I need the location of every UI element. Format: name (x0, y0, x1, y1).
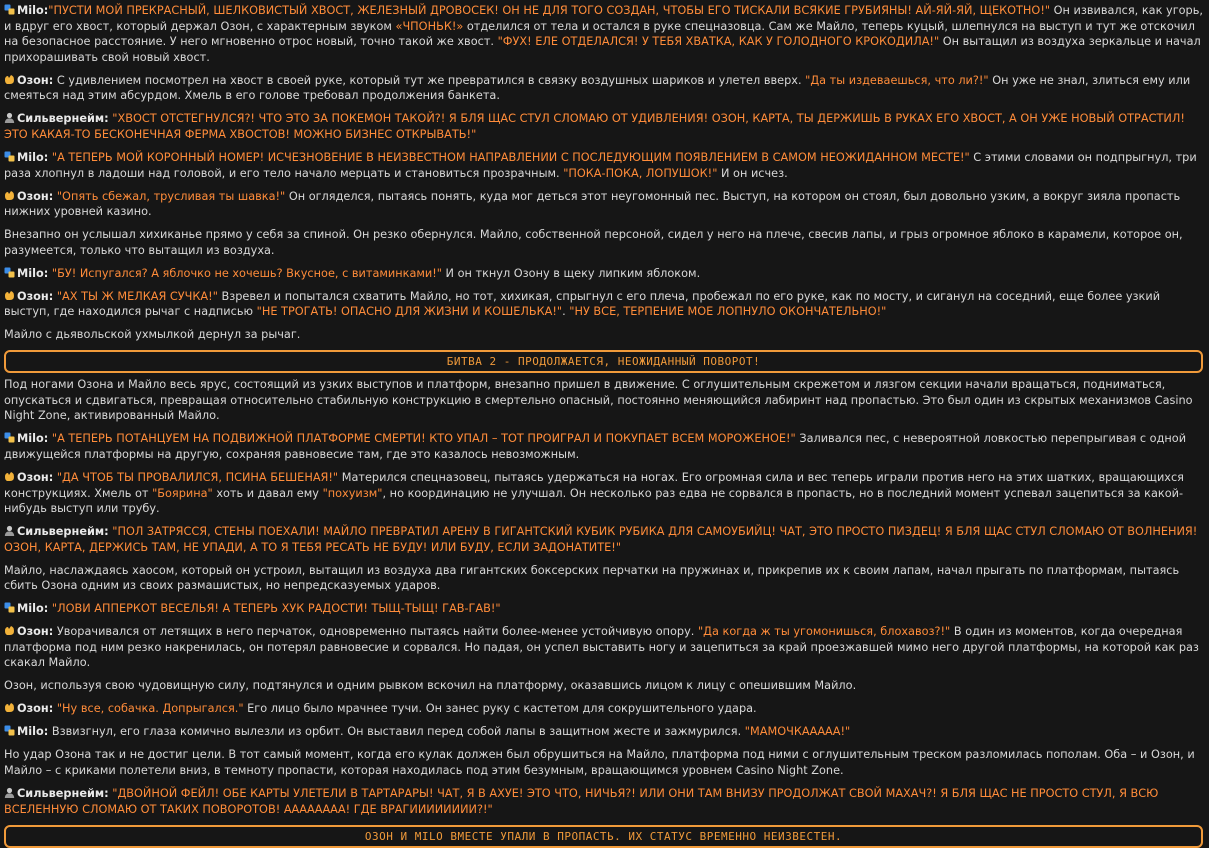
speaker-colon: : (43, 725, 49, 739)
chat-message (4, 601, 1205, 617)
speaker-colon: : (43, 266, 49, 280)
message-text: . (562, 305, 570, 319)
speaker-name: Озон (17, 470, 49, 484)
speaker-name: Озон (17, 625, 49, 639)
ozon-icon (4, 290, 15, 301)
message-text: хоть и давал ему (212, 486, 323, 500)
speaker-colon: : (48, 470, 54, 484)
speaker-colon: : (48, 625, 54, 639)
message-text: Матерился спецназовец, пытаясь удержаться на ногах. Его огромная сила и вес теперь играли против него на этих шатких, вращающихся конструкциях. Хмель от (4, 470, 1184, 500)
message-text: Его лицо было мрачнее тучи. Он занес руку с кастетом для сокрушительного удара. (243, 702, 757, 716)
silvername-icon (4, 787, 15, 798)
quoted-speech: "А ТЕПЕРЬ МОЙ КОРОННЫЙ НОМЕР! ИСЧЕЗНОВЕНИЕ В НЕИЗВЕСТНОМ НАПРАВЛЕНИИ С ПОСЛЕДУЮЩИМ ПОЯВЛЕНИЕМ В САМОМ НЕОЖИДАННОМ МЕСТЕ!" (48, 150, 970, 164)
chat-message (4, 266, 1205, 282)
message-text: Майло с дьявольской ухмылкой дернул за рычаг. (4, 328, 301, 342)
message-text: отделился от тела и остался в руке спецназовца. Сам же Майло, теперь куцый, шлепнулся на выступ и тут же отскочил на безопасное расстояние. У него мгновенно отрос новый, точно такой же хвост. (4, 19, 1195, 49)
speaker-name: Сильвернейм (17, 525, 105, 539)
chat-message (4, 624, 1205, 671)
silvername-icon (4, 112, 15, 123)
speaker-colon: : (48, 289, 54, 303)
quoted-speech: "Опять сбежал, трусливая ты шавка!" (53, 189, 286, 203)
quoted-speech: "ДА ЧТОБ ТЫ ПРОВАЛИЛСЯ, ПСИНА БЕШЕНАЯ!" (53, 470, 339, 484)
quoted-speech: "МАМОЧКААААА!" (744, 725, 851, 739)
narration-paragraph (4, 377, 1205, 424)
message-text: Он уже не знал, злиться ему или смеяться над этим абсурдом. Хмель в его голове требовал продолжения банкета. (4, 73, 1191, 103)
silvername-icon (4, 525, 15, 536)
speaker-name: Milo (17, 602, 44, 616)
message-text: , но координацию не улучшал. Он несколько раз едва не сорвался в пропасть, но в последний момент успевал зацепиться за какой-нибудь выступ или трубу. (4, 486, 1184, 516)
speaker-colon: : (43, 4, 49, 17)
quoted-speech: "АХ ТЫ Ж МЕЛКАЯ СУЧКА!" (53, 289, 218, 303)
chat-message (4, 111, 1205, 142)
quoted-speech: «ЧПОНЬК!» (395, 19, 464, 33)
message-text: С удивлением посмотрел на хвост в своей руке, который тут же превратился в связку воздушных шариков и улетел вверх. (53, 73, 806, 87)
speaker-colon: : (43, 432, 49, 446)
chat-message (4, 524, 1205, 555)
speaker-colon: : (48, 702, 54, 716)
narration-paragraph (4, 747, 1205, 778)
milo-icon (4, 151, 15, 162)
chat-message (4, 189, 1205, 220)
message-text: Внезапно он услышал хихиканье прямо у себя за спиной. Он резко обернулся. Майло, собственной персоной, сидел у него на плече, свесив лапы, и грыз огромное яблоко в карамели, которое он, разумеется, только что вытащил из воздуха. (4, 228, 1183, 257)
ozon-icon (4, 702, 15, 713)
quoted-speech: "Да когда ж ты угомонишься, блохавоз?!" (697, 625, 951, 639)
speaker-colon: : (43, 602, 49, 616)
chat-message (4, 786, 1205, 817)
message-text: Он вытащил из воздуха зеркальце и начал прихорашивать свой новый хвост. (4, 35, 1201, 64)
narration-paragraph (4, 563, 1205, 594)
narration-paragraph (4, 678, 1205, 694)
ozon-icon (4, 471, 15, 482)
narration-paragraph (4, 227, 1205, 258)
message-text: Он извивался, как угорь, и вдруг его хвост, который держал Озон, с характерным звуком (4, 4, 1203, 33)
battle-status-banner: ОЗОН И MILO ВМЕСТЕ УПАЛИ В ПРОПАСТЬ. ИХ СТАТУС ВРЕМЕННО НЕИЗВЕСТЕН. (4, 825, 1203, 848)
milo-icon (4, 725, 15, 736)
quoted-speech: "Ну все, собачка. Допрыгался." (53, 702, 244, 716)
quoted-speech: "ДВОЙНОЙ ФЕЙЛ! ОБЕ КАРТЫ УЛЕТЕЛИ В ТАРТАРАРЫ! ЧАТ, Я В АХУЕ! ЭТО ЧТО, НИЧЬЯ?! ИЛИ ОНИ ТАМ ВНИЗУ ПРОДОЛЖАТ СВОЙ МАХАЧ?! Я БЛЯ ЩАС НЕ ПРОСТО СТУЛ, Я ВСЮ ВСЕЛЕННУЮ СЛОМАЮ ОТ ТАКИХ ПОВОРОТОВ! АААААААА! ГДЕ ВРАГИИИИИИИИ?!" (4, 786, 1159, 816)
quoted-speech: "ЛОВИ АППЕРКОТ ВЕСЕЛЬЯ! А ТЕПЕРЬ ХУК РАДОСТИ! ТЫЩ-ТЫЩ! ГАВ-ГАВ!" (48, 602, 501, 616)
quoted-speech: "похуизм" (322, 486, 383, 500)
speaker-name: Озон (17, 189, 49, 203)
quoted-speech: "ПОЛ ЗАТРЯССЯ, СТЕНЫ ПОЕХАЛИ! МАЙЛО ПРЕВРАТИЛ АРЕНУ В ГИГАНТСКИЙ КУБИК РУБИКА ДЛЯ САМОУБИЙЦ! ЧАТ, ЭТО ПРОСТО ПИЗДЕЦ! Я БЛЯ ЩАС СТУЛ СЛОМАЮ ОТ ВОЛНЕНИЯ! ОЗОН, КАРТА, ДЕРЖИСЬ ТАМ, НЕ УПАДИ, А ТО Я ТЕБЯ РЕСАТЬ НЕ БУДУ! ИЛИ БУДУ, ЕСЛИ ЗАДОНАТИТЕ!" (4, 525, 1198, 554)
quoted-speech: "ФУХ! ЕЛЕ ОТДЕЛАЛСЯ! У ТЕБЯ ХВАТКА, КАК У ГОЛОДНОГО КРОКОДИЛА!" (497, 35, 940, 49)
speaker-colon: : (104, 786, 109, 800)
speaker-colon: : (48, 189, 54, 203)
milo-icon (4, 4, 15, 15)
quoted-speech: "Да ты издеваешься, что ли?!" (805, 73, 989, 87)
message-text: Взвизгнул, его глаза комично вылезли из орбит. Он выставил перед собой лапы в защитном жесте и зажмурился. (48, 725, 745, 739)
quoted-speech: "БУ! Испугался? А яблочко не хочешь? Вкусное, с витаминками!" (48, 266, 442, 280)
speaker-colon: : (43, 150, 49, 164)
speaker-name: Озон (17, 702, 49, 716)
message-text: И он исчез. (717, 166, 788, 180)
message-text: Заливался пес, с невероятной ловкостью перепрыгивая с одной движущейся платформы на другую, сохраняя равновесие там, где это казалось невозможным. (4, 432, 1187, 461)
speaker-colon: : (104, 525, 109, 539)
speaker-name: Milo (17, 432, 44, 446)
speaker-name: Сильвернейм (17, 112, 105, 126)
message-text: Но удар Озона так и не достиг цели. В тот самый момент, когда его кулак должен был обрушиться на Майло, платформа под ними с оглушительным треском разломилась пополам. Оба – и Озон, и Майло – с криками полетели вниз, в темноту пропасти, которая находилась под этим безумным, вращающимся уровнем Casino Night Zone. (4, 748, 1195, 777)
message-text: Майло, наслаждаясь хаосом, который он устроил, вытащил из воздуха два гигантских боксерских перчатки на пружинах и, прикрепив их к своим лапам, начал прыгать по платформам, пытаясь сбить Озона одним из своих размашистых, но непредсказуемых ударов. (4, 563, 1180, 593)
ozon-icon (4, 190, 15, 201)
speaker-colon: : (48, 73, 54, 87)
speaker-colon: : (104, 112, 109, 126)
chat-message (4, 73, 1205, 104)
milo-icon (4, 267, 15, 278)
message-text: С этими словами он подпрыгнул, три раза хлопнул в ладоши над головой, и его тело начало мерцать и становиться прозрачным. (4, 150, 1197, 180)
quoted-speech: "ПОКА-ПОКА, ЛОПУШОК!" (563, 166, 718, 180)
quoted-speech: "ХВОСТ ОТСТЕГНУЛСЯ?! ЧТО ЭТО ЗА ПОКЕМОН ТАКОЙ?! Я БЛЯ ЩАС СТУЛ СЛОМАЮ ОТ УДИВЛЕНИЯ! ОЗОН, КАРТА, ТЫ ДЕРЖИШЬ В РУКАХ ЕГО ХВОСТ, А ОН УЖЕ НОВЫЙ ОТРАСТИЛ! ЭТО КАКАЯ-ТО БЕСКОНЕЧНАЯ ФЕРМА ХВОСТОВ! МОЖНО БИЗНЕС ОТКРЫВАТЬ!" (4, 112, 1185, 141)
chat-message (4, 701, 1205, 717)
quoted-speech: "А ТЕПЕРЬ ПОТАНЦУЕМ НА ПОДВИЖНОЙ ПЛАТФОРМЕ СМЕРТИ! КТО УПАЛ – ТОТ ПРОИГРАЛ И ПОКУПАЕТ ВСЕМ МОРОЖЕНОЕ!" (48, 432, 796, 446)
chat-message (4, 150, 1205, 181)
battle-status-banner: БИТВА 2 - ПРОДОЛЖАЕТСЯ, НЕОЖИДАННЫЙ ПОВОРОТ! (4, 350, 1203, 373)
milo-icon (4, 602, 15, 613)
speaker-name: Сильвернейм (17, 786, 105, 800)
chat-message (4, 724, 1205, 740)
ozon-icon (4, 625, 15, 636)
speaker-name: Озон (17, 73, 49, 87)
message-text: Озон, используя свою чудовищную силу, подтянулся и одним рывком вскочил на платформу, оказавшись лицом к лицу с опешившим Майло. (4, 679, 857, 693)
message-text: И он ткнул Озону в щеку липким яблоком. (441, 266, 701, 280)
ozon-icon (4, 74, 15, 85)
chat-message (4, 3, 1205, 65)
milo-icon (4, 432, 15, 443)
chat-message (4, 431, 1205, 462)
speaker-name: Milo (17, 266, 44, 280)
chat-message (4, 470, 1205, 517)
quoted-speech: "ПУСТИ МОЙ ПРЕКРАСНЫЙ, ШЕЛКОВИСТЫЙ ХВОСТ, ЖЕЛЕЗНЫЙ ДРОВОСЕК! ОН НЕ ДЛЯ ТОГО СОЗДАН, ЧТОБЫ ЕГО ТИСКАЛИ ВСЯКИЕ ГРУБИЯНЫ! АЙ-ЯЙ-ЯЙ, ЩЕКОТНО!" (48, 4, 1051, 17)
speaker-name: Milo (17, 150, 44, 164)
chat-message (4, 289, 1205, 320)
quoted-speech: "НУ ВСЕ, ТЕРПЕНИЕ МОЕ ЛОПНУЛО ОКОНЧАТЕЛЬНО!" (569, 305, 887, 319)
message-text: Уворачивался от летящих в него перчаток, одновременно пытаясь найти более-менее устойчивую опору. (53, 625, 698, 639)
speaker-name: Milo (17, 4, 44, 17)
message-text: Он огляделся, пытаясь понять, куда мог деться этот неугомонный пес. Выступ, на котором он стоял, был довольно узким, а вокруг зияла пропасть нижних уровней казино. (4, 189, 1181, 219)
message-text: В один из моментов, когда очередная платформа под ним резко накренилась, он потерял равновесие и сорвался. Но падая, он успел выставить ногу и зацепиться за край проезжавшей мимо него другой платформы, на которой как раз скакал Майло. (4, 625, 1199, 670)
message-text: Под ногами Озона и Майло весь ярус, состоящий из узких выступов и платформ, внезапно пришел в движение. С оглушительным скрежетом и лязгом секции начали вращаться, подниматься, опускаться и сдвигаться, превращая относительно стабильную конструкцию в смертельно опасный, постоянно меняющийся лабиринт над пропастью. Это был один из скрытых механизмов Casino Night Zone, активированный Майло. (4, 378, 1193, 423)
narration-paragraph (4, 327, 1205, 343)
message-text: Взревел и попытался схватить Майло, но тот, хихикая, спрыгнул с его плеча, пробежал по его руке, как по мосту, и сиганул на соседний, еще более узкий выступ, где находился рычаг с надписью (4, 289, 1161, 319)
speaker-name: Озон (17, 289, 49, 303)
quoted-speech: "НЕ ТРОГАТЬ! ОПАСНО ДЛЯ ЖИЗНИ И КОШЕЛЬКА!" (256, 305, 563, 319)
speaker-name: Milo (17, 725, 44, 739)
quoted-speech: "Боярина" (152, 486, 213, 500)
